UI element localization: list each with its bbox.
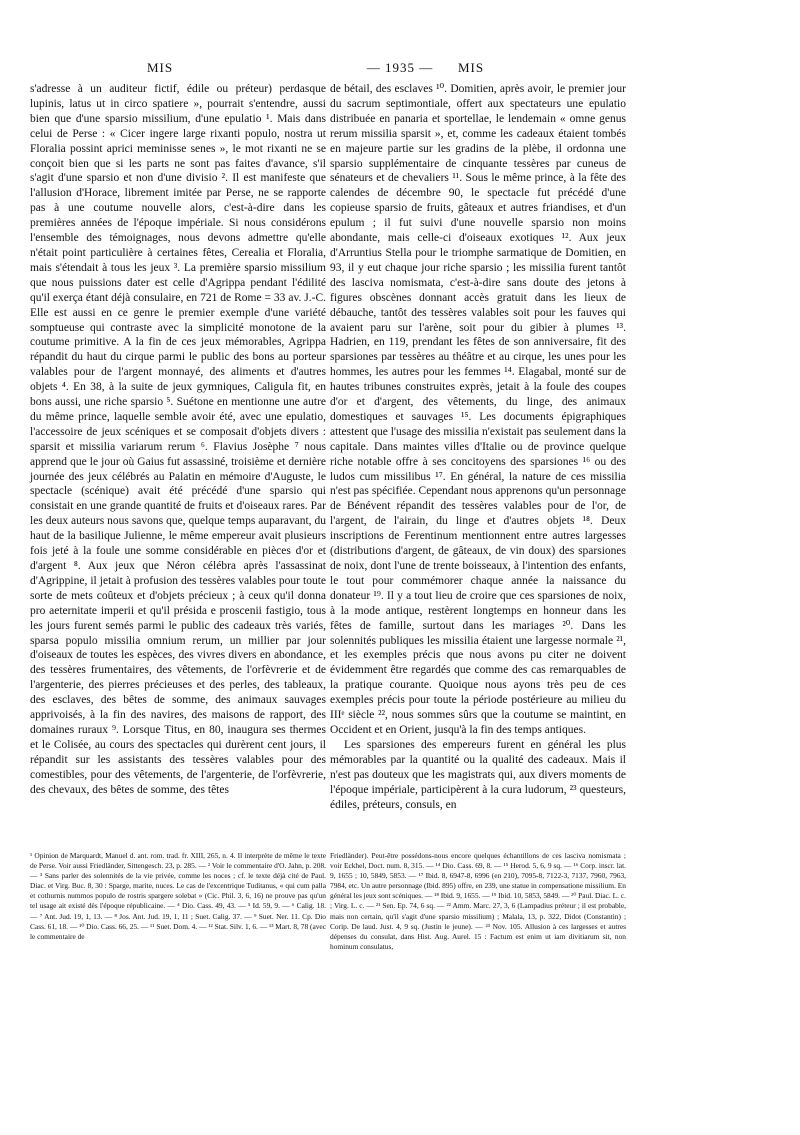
- running-head-right: MIS: [458, 60, 485, 75]
- running-head-left: MIS: [147, 60, 174, 75]
- footnote-text: Friedländer). Peut-être possédons-nous encore quelques échantillons de ces lasciva nomismata ; voir Eckhel, Doct. num. 8, 315. — ¹⁴ Dio. Cass. 69, 8. — ¹⁵ Herod. 5, 6, 9 sq. — ¹⁶ Corp. inscr. lat. 9, 1655 ; 10, 5849, 5853. — ¹⁷ Ibid. 8, 6947-8, 6996 (en 210), 7095-8, 7122-3, 7137, 7960, 7963, 7984, etc. Un autre personnage (Ibid. 895) offre, en 239, une statue in compensatione missilium. En général les jeux sont scéniques. — ¹⁸ Ibid. 9, 1655. — ¹⁹ Ibid. 10, 5853, 5849. — ²⁰ Paul. Diac. L. c. ; Virg. L. c. — ²¹ Sen. Ep. 74, 6 sq. — ²² Amm. Marc. 27, 3, 6 (Lampadius préteur ; il est probable, mais non certain, qu'il s'agit d'une sparsio missilium) ; Malala, 13, p. 322, Didot (Constantin) ; Corip. De laud. Just. 4, 9 sq. (Justin le jeune). — ²³ Nov. 105. Allusion à ces largesses et autres dépenses du consulat, dans Hist. Aug. Aurel. 15 : Factum est enim ut iam divitiarum sit, non hominum consulatus,: [330, 851, 626, 951]
- footnotes-right: [330, 851, 626, 952]
- footnote-text: ¹ Opinion de Marquardt, Manuel d. ant. rom. trad. fr. XIII, 265, n. 4. Il interprète de même le texte de Perse. Voir aussi Friedländer, Sittengesch. 23, p. 285. — ² Voir le commentaire d'O. Jahn, p. 208. — ³ Sans parler des solennités de la vie privée, comme les noces ; cf. le texte déjà cité de Paul. Diac. et Virg. Buc. 8, 30 : Sparge, marite, nuces. Le cas de l'excentrique Tuditanus, « qui cum palla et cothurnis nummos populo de rostris spargere solebat » (Cic. Phil. 3, 6, 16) ne prouve pas qu'un tel usage ait existé dès l'époque républicaine. — ⁴ Dio. Cass. 49, 43. — ⁵ Id. 59, 9. — ⁶ Calig. 18. — ⁷ Ant. Jud. 19, 1, 13. — ⁸ Jos. Ant. Jud. 19, 1, 11 ; Suet. Calig. 37. — ⁹ Suet. Ner. 11. Cp. Dio Cass. 61, 18. — ¹⁰ Dio. Cass. 66, 25. — ¹¹ Suet. Dom. 4. — ¹² Stat. Silv. 1, 6. — ¹³ Mart. 8, 78 (avec le commentaire de: [30, 851, 326, 941]
- right-paragraph: de bétail, des esclaves ¹⁰. Domitien, après avoir, le premier jour du sacrum septimontiale, offert aux spectateurs une epulatio distribuée en panaria et sportellae, le lendemain « omne genus rerum missilia sparsit », et, comme les cadeaux étaient tombés en majeure partie sur les gradins de la plèbe, il ordonna une sparsio supplémentaire de cinquante tessères par cuneus de sénateurs et de chevaliers ¹¹. Sous le même prince, à la fête des calendes de décembre 90, le spectacle fut précédé d'une copieuse sparsio de fruits, gâteaux et autres friandises, et d'un epulum ; il fut suivi d'une nouvelle sparsio non moins abondante, mais celle-ci d'oiseaux exotiques ¹². Aux jeux d'Arruntius Stella pour le triomphe sarmatique de Domitien, en 93, il y eut chaque jour riche sparsio ; les missilia furent tantôt des lasciva nomismata, c'est-à-dire sans doute des jetons à figures obscènes donnant accès gratuit dans les lieux de débauche, tantôt des tessères valables soit pour les fauves qui avaient paru sur l'arène, soit pour du gibier à plumes ¹³. Hadrien, en 119, prendant les fêtes de son anniversaire, fit des sparsiones par tessères au théâtre et au cirque, les unes pour les hommes, les autres pour les femmes ¹⁴. Elagabal, monté sur de hautes tribunes construites exprès, jetait à la foule des coupes d'or et d'argent, des vêtements, du linge, des animaux domestiques et sauvages ¹⁵. Les documents épigraphiques attestent que l'usage des missilia n'existait pas seulement dans la capitale. Dans maintes villes d'Italie ou de province quelque riche notable offre à ses concitoyens des sparsiones ¹⁶ ou des ludos cum missilibus ¹⁷. En général, la nature de ces missilia n'est pas spécifiée. Cependant nous apprenons qu'un personnage de Bénévent répandit des tessères valables pour de l'or, de l'argent, de l'airain, du linge et d'autres objets ¹⁸. Deux inscriptions de Ferentinum mentionnent entre autres largesses (distributions d'argent, de gâteaux, de vin doux) des sparsiones de noix, dont l'une de trente boisseaux, à l'intention des enfants, le tout pour commémorer chaque année la naissance du donateur ¹⁹. Il y a tout lieu de croire que ces sparsiones de noix, à la mode antique, restèrent longtemps en honneur dans les fêtes de famille, surtout dans les mariages ²⁰. Dans les solennités publiques les missilia étaient une largesse normale ²¹, et les exemples précis que nous avons pu citer ne doivent évidemment être regardés que comme des cas remarquables de la pratique courante. Quoique nous ayons très peu de ces exemples précis pour toute la période postérieure au milieu du IIIᵉ siècle ²², nous sommes sûrs que la coutume se maintint, en Occident et en Orient, jusqu'à la fin des temps antiques.: [330, 83, 626, 736]
- right-column: [330, 82, 626, 812]
- footnotes-left: [30, 851, 326, 942]
- left-paragraph: s'adresse à un auditeur fictif, édile ou préteur) perdasque lupinis, latus ut in circo spatiere », pourrait s'entendre, aussi bien que d'une sparsio missilium, d'une epulatio ¹. Mais dans celui de Perse : « Cicer ingere large rixanti populo, nostra ut Floralia possint aprici meminisse senes », le mot rixanti ne se conçoit bien que si les parts ne sont pas faites d'avance, s'il s'agit d'une sparsio et non d'une divisio ². Il est manifeste que l'allusion d'Horace, librement imitée par Perse, ne se rapporte pas à une coutume nouvelle alors, c'est-à-dire dans les premières années de l'époque impériale. Si nous considérons l'ensemble des témoignages, nous devons admettre qu'elle n'était point particulière à certaines fêtes, Cerealia et Floralia, mais s'étendait à tous les jeux ³. La première sparsio missilium que nous puissions dater est celle d'Agrippa pendant l'édilité qu'il exerça étant déjà consulaire, en 721 de Rome = 33 av. J.-C. Elle est aussi en ce genre le premier exemple d'une variété somptueuse qui contraste avec la simplicité monotone de la coutume primitive. A la fin de ces jeux mémorables, Agrippa répandit du haut du cirque parmi le public des bons au porteur valables pour de l'argent monnayé, des aliments et d'autres objets ⁴. En 38, à la suite de jeux gymniques, Caligula fit, en bons aussi, une riche sparsio ⁵. Suétone en mentionne une autre du même prince, laquelle semble avoir été, avec une epulatio, l'accessoire de jeux scéniques et se composait d'objets divers : sparsit et missilia variarum rerum ⁶. Flavius Josèphe ⁷ nous apprend que le jour où Gaius fut assassiné, troisième et dernière journée des jeux célébrés au Palatin en mémoire d'Auguste, le spectacle (scénique) avait été précédé d'une sparsio qui consistait en une grande quantité de fruits et d'oiseaux rares. Par les deux auteurs nous savons que, quelque temps auparavant, du haut de la basilique Julienne, le même empereur avait plusieurs fois jeté à la foule une somme considérable en pièces d'or et d'argent ⁸. Aux jeux que Néron célébra après l'assassinat d'Agrippine, il jetait à profusion des tessères valables pour toute sorte de mets coûteux et d'objets précieux ; à ceux qu'il donna pro aeternitate imperii et qu'il présida e proscenii fastigio, tous les jours furent semés parmi le public des cadeaux très variés, sparsa populo missilia omnium rerum, un millier par jour d'oiseaux de toutes les espèces, des vivres divers en abondance, des tessères frumentaires, des vêtements, de l'orfèvrerie et de l'argenterie, des pierres précieuses et des perles, des tableaux, des esclaves, des bêtes de somme, des animaux sauvages apprivoisés, à la fin des navires, des maisons de rapport, des domaines ruraux ⁹. Lorsque Titus, en 80, inaugura ses thermes et le Colisée, au cours des spectacles qui durèrent cent jours, il répandit sur les assistants des tessères valables pour des comestibles, pour des vêtements, de l'argenterie, de l'orfèvrerie, des chevaux, des bêtes de somme, des têtes: [30, 83, 326, 796]
- page-number: — 1935 —: [366, 60, 434, 75]
- left-column: [30, 82, 326, 798]
- right-paragraph: Les sparsiones des empereurs furent en général les plus mémorables par la quantité ou la qualité des cadeaux. Mais il n'est pas douteux que les magistrats qui, aux divers moments de l'époque impériale, participèrent à la cura ludorum, ²³ questeurs, édiles, préteurs, consuls, en: [330, 738, 626, 811]
